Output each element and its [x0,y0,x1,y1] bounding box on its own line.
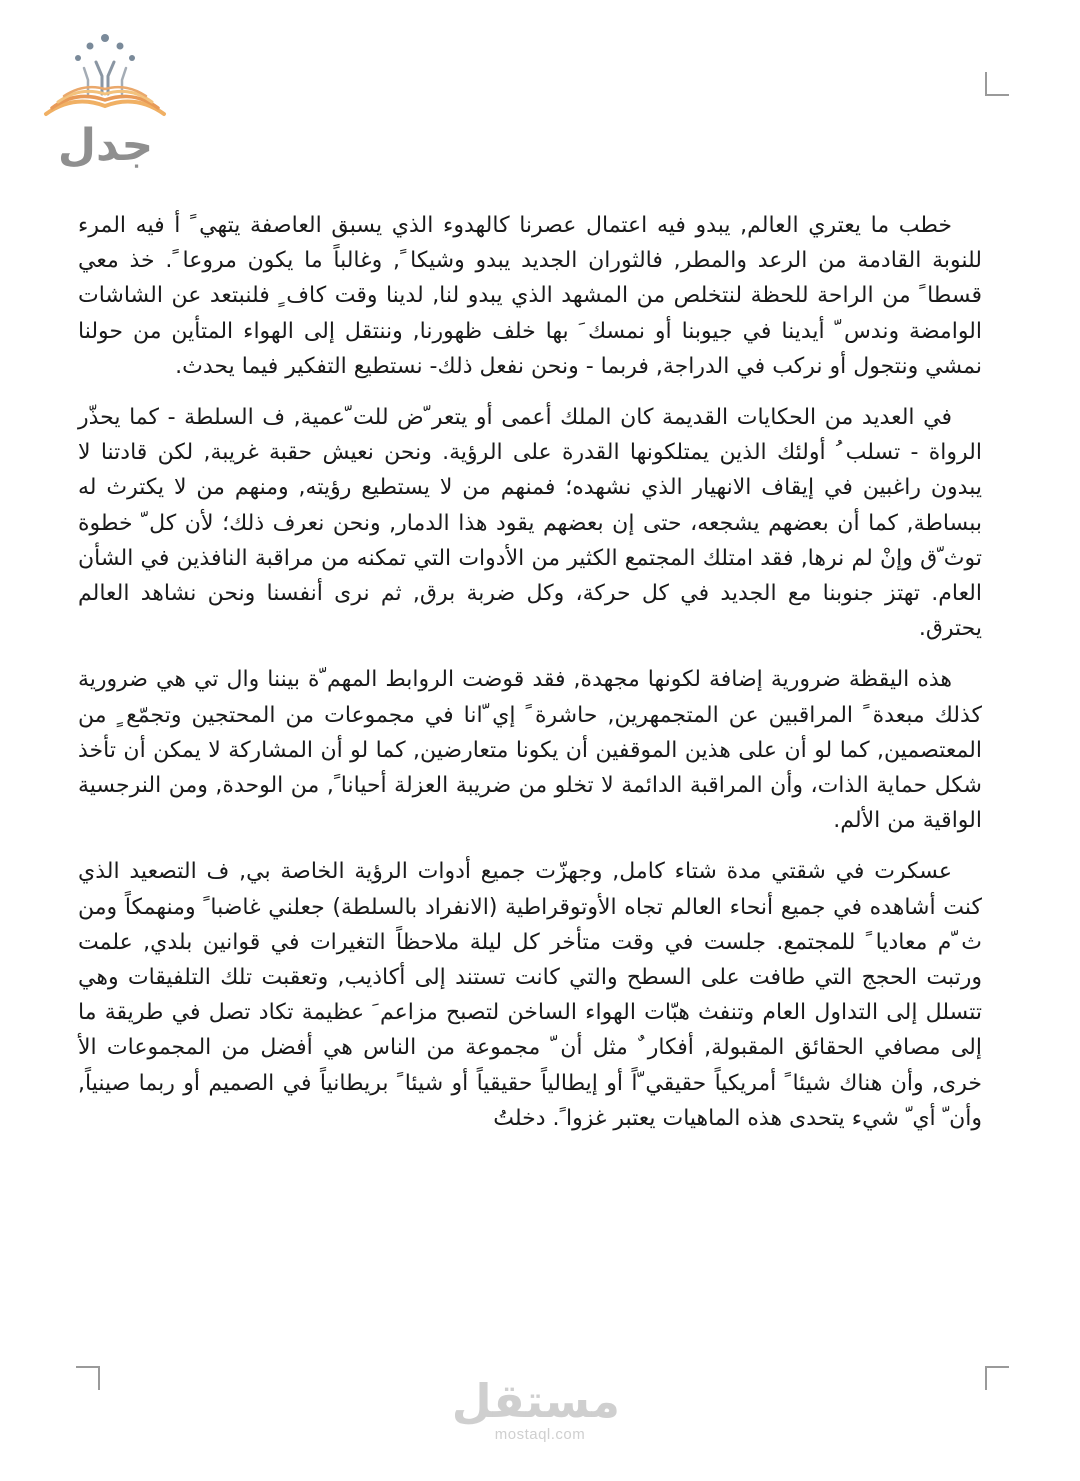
watermark-arabic: مستقل [451,1374,620,1428]
watermark-latin: mostaql.com [494,1426,586,1443]
crop-mark-bottom-right [985,1366,1009,1390]
paragraph-4: عسكرت في شقتي مدة شتاء كامل, وجهزّت جميع أدوات الرؤية الخاصة بي, ف التصعيد الذي كنت أشاهده في جميع أنحاء العالم تجاه الأوتوقراطية (الانفراد بالسلطة) جعلني غاضبا ً ومنهمكاً ومن ث ّم معاديا ً للمجتمع. جلست في وقت متأخر كل ليلة ملاحظاً التغيرات في قوانين بلدي, علمت ورتبت الحجج التي طافت على السطح والتي كانت تستند إلى أكاذيب, وتعقبت تلك التلفيقات وهي تتسلل إلى التداول العام وتنفث هبّات الهواء الساخن لتصبح مزاعم َ عظيمة تكاد تصل في طريقة ما إلى مصافي الحقائق المقبولة, أفكار ٌ مثل أن ّ مجموعة من الناس هي أفضل من المجموعات الأ خرى, وأن هناك شيئا ً أمريكياً حقيقي ّاً أو إيطالياً حقيقياً أو شيئا ً بريطانياً في الصميم أو ربما صينياً, وأن ّ أي ّ شيء يتحدى هذه الماهيات يعتبر غزوا ً. دخلتُ [78,859,982,1131]
logo-wordmark: جدل [57,120,154,171]
paragraph-3: هذه اليقظة ضرورية إضافة لكونها مجهدة, فقد قوضت الروابط المهم ّة بيننا وال تي هي ضرورية كذلك مبعدة ً المراقبين عن المتجمهرين, حاشرة ً إي ّانا في مجموعات من المحتجين وتجمّع ٍ من المعتصمين, كما لو أن على هذين الموقفين أن يكونا متعارضين, كما لو أن المشاركة لا يمكن أن تأخذ شكل حماية الذات، وأن المراقبة الدائمة لا تخلو من ضريبة العزلة أحيانا ً, من الوحدة, ومن النرجسية الواقية من الألم. [78,667,982,834]
paragraph-2: في العديد من الحكايات القديمة كان الملك أعمى أو يتعر ّض للت ّعمية, ف السلطة - كما يحذّر الرواة - تسلب ُ أولئك الذين يمتلكونها القدرة على الرؤية. ونحن نعيش حقبة غريبة, لكن قادتنا لا يبدون راغبين في إيقاف الانهيار الذي نشهده؛ فمنهم من لا يستطيع رؤيته, ومنهم من لا يكترث له ببساطة, كما أن بعضهم يشجعه، حتى إن بعضهم يقود هذا الدمار, ونحن نعرف ذلك؛ لأن كل ّ خطوة توث ّق وإنْ لم نرها, فقد امتلك المجتمع الكثير من الأدوات التي تمكنه من مراقبة النافذين في الشأن العام. تهتز جنوبنا مع الجديد في كل حركة، وكل ضربة برق, ثم نرى أنفسنا ونحن نشاهد العالم يحترق. [78,405,982,642]
publisher-logo [38,28,173,178]
mostaql-watermark [451,1374,620,1443]
book-with-people-icon [38,28,173,124]
page-body [78,208,982,1152]
crop-mark-top-right [985,72,1009,96]
paragraph-1: خطب ما يعتري العالم, يبدو فيه اعتمال عصرنا كالهدوء الذي يسبق العاصفة يتهي ً أ فيه المرء للنوبة القادمة من الرعد والمطر, فالثوران الجديد يبدو وشيكا ً, وغالباً ما يكون مروعا ً. خذ معي قسطا ً من الراحة للحظة لنتخلص من المشهد الذي يبدو لنا, لدينا وقت كاف ٍ فلنبتعد عن الشاشات الوامضة وندس ّ أيدينا في جيوبنا أو نمسك َ بها خلف ظهورنا, وننتقل إلى الهواء المتأين من حولنا نمشي ونتجول أو نركب في الدراجة, فربما - ونحن نفعل ذلك- نستطيع التفكير فيما يحدث. [78,213,982,379]
crop-mark-bottom-left [76,1366,100,1390]
